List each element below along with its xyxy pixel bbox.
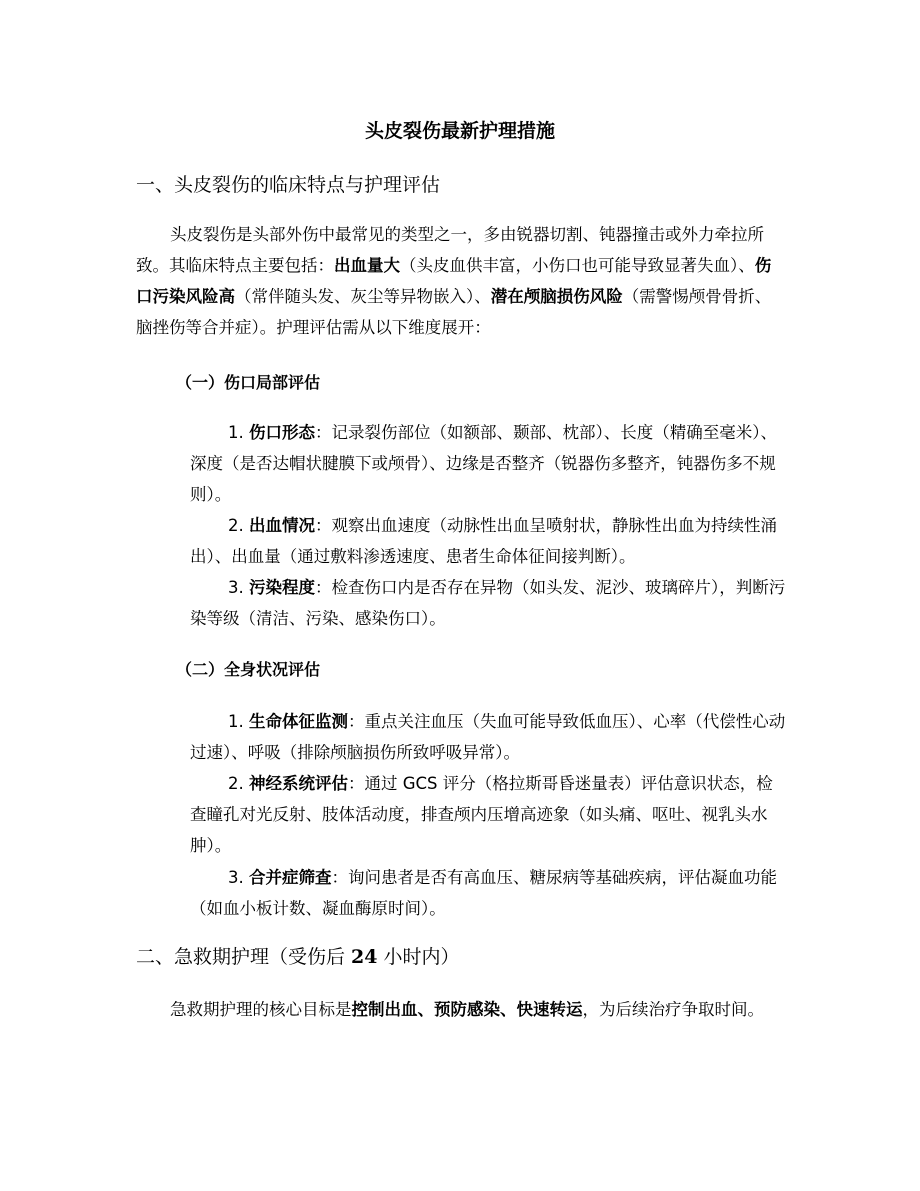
section-2-intro: 急救期护理的核心目标是控制出血、预防感染、快速转运，为后续治疗争取时间。: [170, 1000, 764, 1019]
list-item: 1. 伤口形态：记录裂伤部位（如额部、颞部、枕部）、长度（精确至毫米）、深度（是否达帽状腱膜下或颅骨）、边缘是否整齐（锐器伤多整齐，钝器伤多不规则）。: [190, 423, 777, 504]
list-item: 2. 出血情况：观察出血速度（动脉性出血呈喷射状，静脉性出血为持续性涌出）、出血量（通过敷料渗透速度、患者生命体征间接判断）。: [190, 516, 777, 566]
subsection-2-heading: （二）全身状况评估: [176, 660, 321, 679]
list-item: 1. 生命体征监测：重点关注血压（失血可能导致低血压）、心率（代偿性心动过速）、呼吸（排除颅脑损伤所致呼吸异常）。: [190, 712, 786, 762]
section-2-heading: 二、急救期护理（受伤后 24 小时内）: [136, 946, 460, 968]
subsection-1-heading: （一）伤口局部评估: [176, 373, 321, 392]
section-1-heading: 一、头皮裂伤的临床特点与护理评估: [136, 174, 441, 196]
section-1-intro: 头皮裂伤是头部外伤中最常见的类型之一，多由锐器切割、钝器撞击或外力牵拉所致。其临床特点主要包括：出血量大（头皮血供丰富，小伤口也可能导致显著失血）、伤口污染风险高（常伴随头发、灰尘等异物嵌入）、潜在颅脑损伤风险（需警惕颅骨骨折、脑挫伤等合并症）。护理评估需从以下维度展开：: [136, 225, 772, 337]
list-item: 2. 神经系统评估：通过 GCS 评分（格拉斯哥昏迷量表）评估意识状态，检查瞳孔对光反射、肢体活动度，排查颅内压增高迹象（如头痛、呕吐、视乳头水肿）。: [190, 774, 773, 855]
list-item: 3. 污染程度：检查伤口内是否存在异物（如头发、泥沙、玻璃碎片），判断污染等级（清洁、污染、感染伤口）。: [190, 578, 786, 628]
list-item: 3. 合并症筛查：询问患者是否有高血压、糖尿病等基础疾病，评估凝血功能（如血小板计数、凝血酶原时间）。: [190, 868, 777, 918]
document-title: 头皮裂伤最新护理措施: [364, 120, 555, 142]
